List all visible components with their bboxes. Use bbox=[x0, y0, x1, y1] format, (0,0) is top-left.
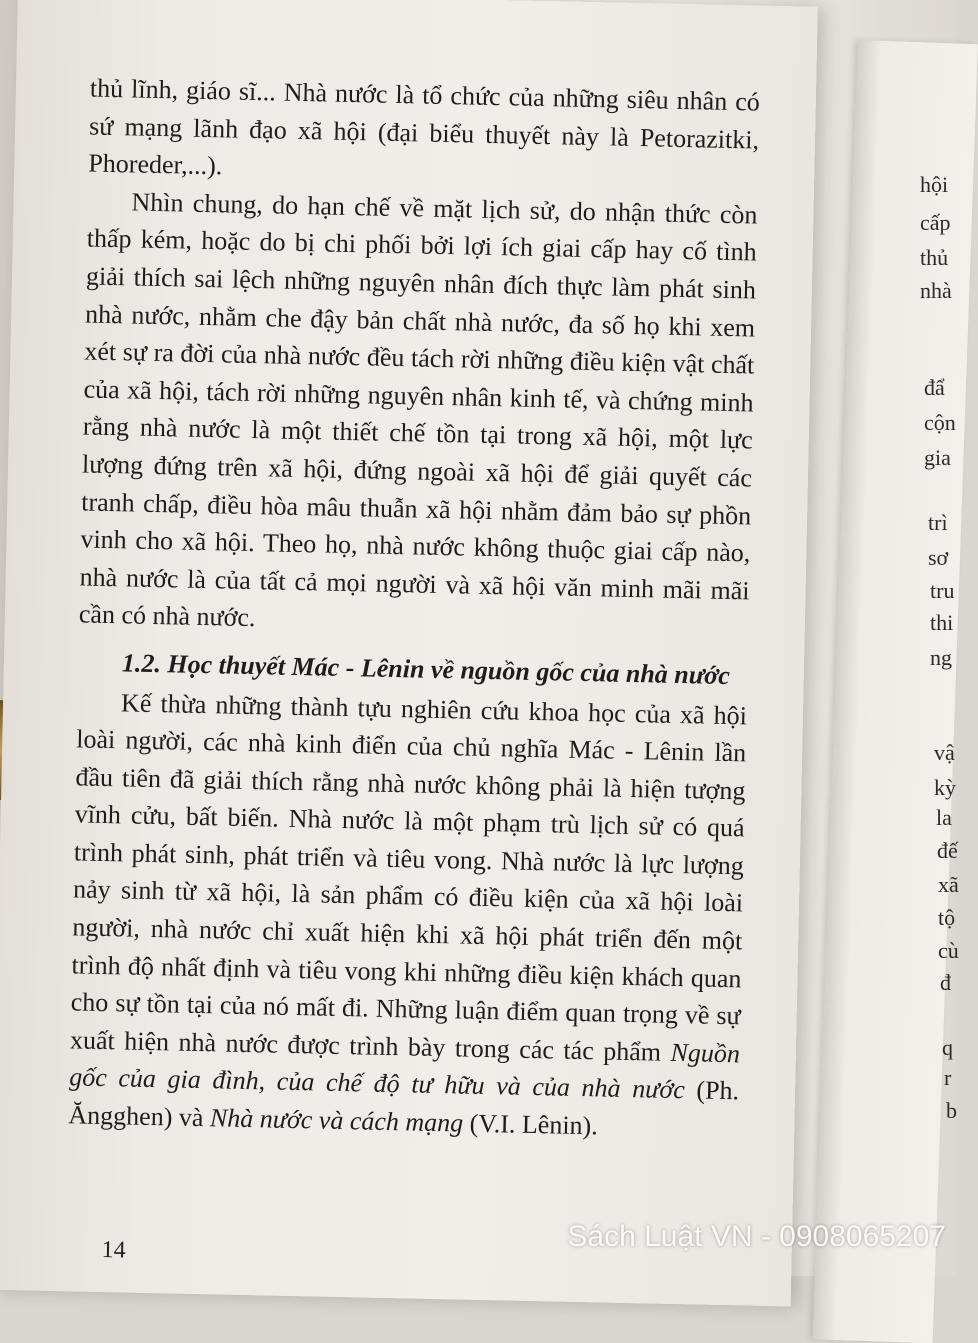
facing-page-fragment: la bbox=[936, 805, 952, 830]
paragraph-3 bbox=[68, 683, 747, 1148]
facing-page-fragment: ng bbox=[930, 645, 952, 670]
page-number: 14 bbox=[101, 1237, 126, 1264]
facing-page-fragment: cộn bbox=[924, 410, 956, 435]
facing-page-fragment: kỳ bbox=[934, 775, 956, 800]
facing-page-fragment: tru bbox=[930, 578, 955, 603]
facing-page-fragment: thủ bbox=[920, 245, 949, 270]
paragraph-3-text-2: (Ph. Ăngghen) và bbox=[68, 1075, 740, 1133]
facing-page-fragment: cấp bbox=[920, 210, 951, 235]
paragraph-3-italic-2: Nhà nước và cách mạng bbox=[209, 1103, 464, 1138]
facing-page-fragment: đế bbox=[937, 838, 958, 863]
paragraph-3-italic-1: Nguồn gốc của gia đình, của chế độ tư hữu và của nhà nước bbox=[68, 1037, 741, 1105]
facing-page-fragment: tộ bbox=[938, 905, 956, 930]
section-heading: 1.2. Học thuyết Mác - Lênin về nguồn gốc của nhà nước bbox=[121, 648, 731, 690]
facing-page-fragment: b bbox=[946, 1098, 957, 1123]
paragraph-3-text-1: Kế thừa những thành tựu nghiên cứu khoa học của xã hội loài người, các nhà kinh điển của chủ nghĩa Mác - Lênin lần đầu tiên đã giải thích rằng nhà nước không phải là hiện tượng vĩnh cửu, bất biến. Nhà nước là một phạm trù lịch sử có quá trình phát sinh, phát triển và tiêu vong. Nhà nước là lực lượng nảy sinh từ xã hội, là sản phẩm có điều kiện của xã hội loài người, nhà nước chỉ xuất hiện khi xã hội phát triển đến một trình độ nhất định và tiêu vong khi những điều kiện khách quan cho sự tồn tại của nó mất đi. Những luận điểm quan trọng về sự xuất hiện nhà nước được trình bày trong các tác phẩm bbox=[69, 687, 748, 1067]
facing-page-fragment: cù bbox=[938, 938, 959, 963]
paragraph-3-text-3: (V.I. Lênin). bbox=[462, 1108, 599, 1141]
paragraph-2: Nhìn chung, do hạn chế về mặt lịch sử, do nhận thức còn thấp kém, hoặc do bị chi phối bởi lợi ích giai cấp hay cố tình giải thích sai lệch những nguyên nhân đích thực làm phát sinh nhà nước, nhằm che đậy bản chất nhà nước, đa số họ khi xem xét sự ra đời của nhà nước đều tách rời những điều kiện vật chất của xã hội, tách rời những nguyên nhân kinh tế, và chứng minh rằng nhà nước là một thiết chế tồn tại trong xã hội, một lực lượng đứng trên xã hội, đứng ngoài xã hội để giải quyết các tranh chấp, điều hòa mâu thuẫn xã hội nhằm đảm bảo sự phồn vinh cho xã hội. Theo họ, nhà nước không thuộc giai cấp nào, nhà nước là của tất cả mọi người và xã hội văn minh mãi mãi cần có nhà nước. bbox=[78, 187, 758, 633]
facing-page-fragment: gia bbox=[924, 445, 951, 470]
facing-page bbox=[813, 40, 978, 1343]
facing-page-fragment: đẩ bbox=[924, 375, 945, 400]
facing-page-fragment: vậ bbox=[934, 740, 955, 765]
facing-page-fragment: xã bbox=[938, 872, 959, 897]
facing-page-fragment: trì bbox=[928, 510, 948, 535]
facing-page-fragment: sơ bbox=[928, 545, 949, 570]
facing-page-fragment: hội bbox=[920, 172, 949, 197]
watermark: Sách Luật VN - 0908065207 bbox=[567, 1220, 946, 1253]
facing-page-fragment: q bbox=[942, 1035, 953, 1060]
facing-page-fragment: đ bbox=[940, 970, 951, 995]
facing-page-fragment: r bbox=[944, 1065, 952, 1090]
paragraph-1: thủ lĩnh, giáo sĩ... Nhà nước là tổ chức của những siêu nhân có sứ mạng lãnh đạo xã hội (đại biểu thuyết này là Petorazitki, Phoreder,...). bbox=[88, 73, 761, 181]
facing-page-fragment: thi bbox=[930, 610, 954, 635]
page-body bbox=[68, 70, 760, 1148]
facing-page-fragment: nhà bbox=[920, 278, 952, 303]
